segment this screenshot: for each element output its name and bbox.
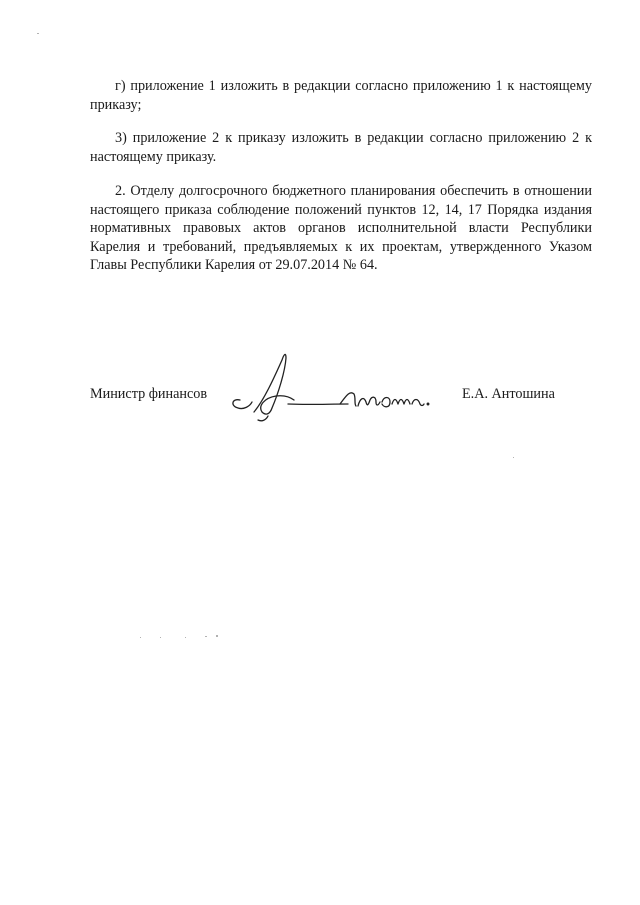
scan-speck <box>185 637 186 638</box>
paragraph-appendix-2: 3) приложение 2 к приказу изложить в редакции согласно приложению 2 к настоящему приказу. <box>90 130 592 165</box>
handwritten-signature <box>228 342 438 428</box>
paragraph-appendix-1: г) приложение 1 изложить в редакции согласно приложению 1 к настоящему приказу; <box>90 78 592 113</box>
paragraph-department-instruction: 2. Отделу долгосрочного бюджетного планирования обеспечить в отношении настоящего приказа соблюдение положений пунктов 12, 14, 17 Порядка издания нормативных правовых актов органов исполнительной власти Республики Карелия и требований, предъявляемых к их проектам, утвержденного Указом Главы Республики Карелия от 29.07.2014 № 64. <box>90 183 592 273</box>
scan-speck <box>205 636 207 637</box>
scan-speck <box>160 637 161 638</box>
scan-speck <box>513 457 514 458</box>
signatory-position: Министр финансов <box>90 386 208 402</box>
scan-speck <box>140 637 141 638</box>
signature-row <box>90 386 590 410</box>
signatory-name: Е.А. Антошина <box>462 386 555 402</box>
scan-speck <box>216 635 218 637</box>
scan-speck <box>37 33 39 34</box>
